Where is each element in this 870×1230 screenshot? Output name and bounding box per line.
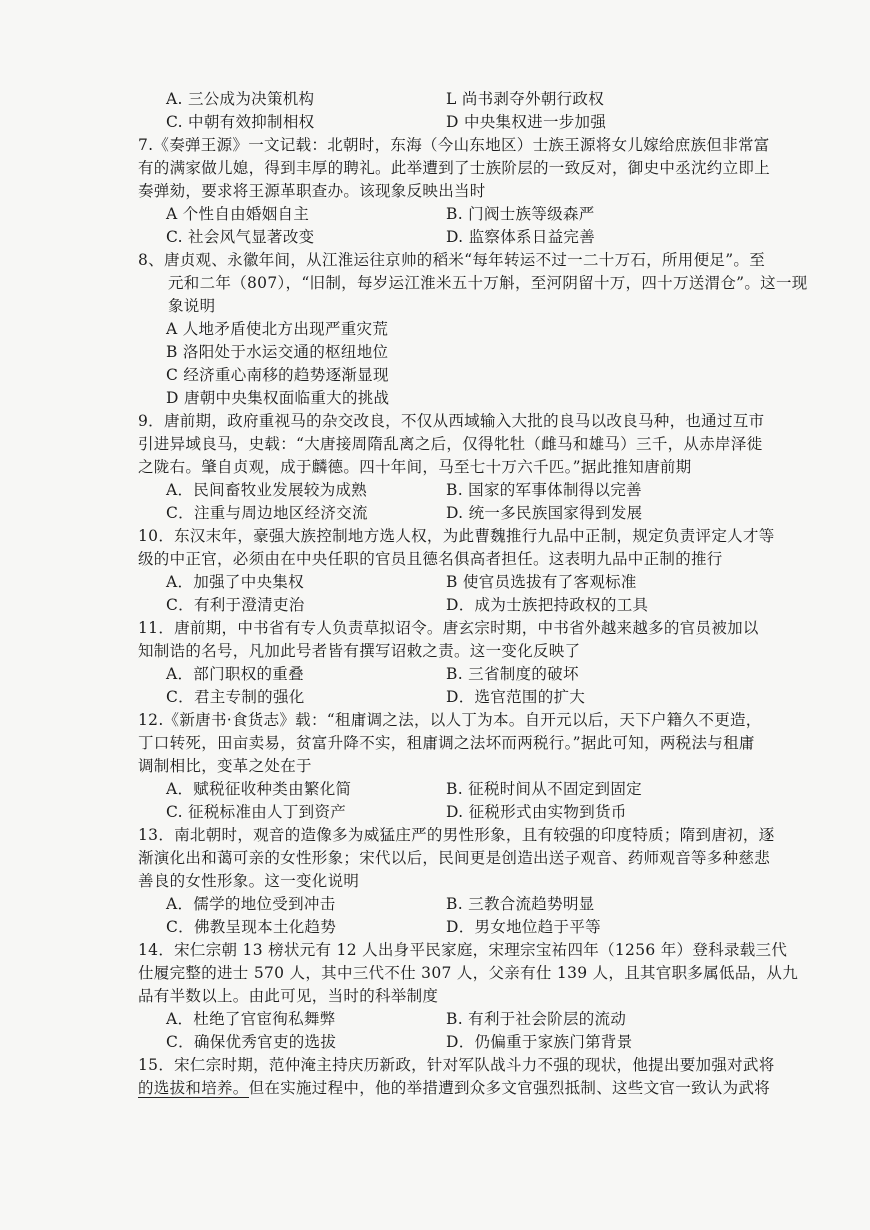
stem-line: 9．唐前期，政府重视马的杂交改良，不仅从西域输入大批的良马以改良马种，也通过互市 — [138, 412, 765, 430]
option-c[interactable]: C. 社会风气显著改变 — [166, 228, 315, 246]
stem-line-underlined — [138, 1077, 771, 1100]
option-a[interactable]: A. 三公成为决策机构 — [166, 90, 315, 108]
option-d[interactable]: D．仍偏重于家族门第背景 — [446, 1033, 633, 1051]
option-a[interactable]: A．加强了中央集权 — [166, 573, 304, 591]
option-c[interactable]: C．注重与周边地区经济交流 — [166, 504, 368, 522]
option-d[interactable]: D 唐朝中央集权面临重大的挑战 — [166, 389, 390, 407]
question-stem — [138, 824, 775, 893]
question-stem — [138, 525, 775, 571]
option-a[interactable]: A．赋税征收种类由繁化简 — [166, 780, 352, 798]
underlined-phrase: 的选拔和培养。 — [138, 1079, 249, 1097]
stem-line: 15．宋仁宗时期，范仲淹主持庆历新政，针对军队战斗力不强的现状，他提出要加强对武将 — [138, 1056, 775, 1074]
option-a[interactable]: A．民间畜牧业发展较为成熟 — [166, 481, 368, 499]
stem-line: 7.《奏弹王源》一文记载：北朝时，东海（今山东地区）士族王源将女儿嫁给庶族但非常富 — [138, 136, 770, 154]
question-stem — [138, 410, 765, 479]
stem-line: 象说明 — [168, 297, 216, 315]
option-d[interactable]: D．选官范围的扩大 — [446, 688, 586, 706]
option-a[interactable]: A．杜绝了官宦徇私舞弊 — [166, 1010, 336, 1028]
stem-line: 有的满家做儿媳，得到丰厚的聘礼。此举遭到了士族阶层的一致反对，御史中丞沈约立即上 — [138, 159, 771, 177]
option-c[interactable]: C．君主专制的强化 — [166, 688, 305, 706]
stem-line: 引进异域良马，史载：“大唐接周隋乱离之后，仅得牝牡（雌马和雄马）三千，从赤岸泽徙 — [138, 435, 763, 453]
question-stem — [138, 1054, 775, 1100]
question-11 — [138, 617, 759, 709]
stem-line: 12.《新唐书·食货志》载：“租庸调之法，以人丁为本。自开元以后，天下户籍久不更造， — [138, 711, 762, 729]
stem-line: 善良的女性形象。这一变化说明 — [138, 872, 360, 890]
question-stem — [138, 249, 808, 318]
stem-line: 13．南北朝时，观音的造像多为威猛庄严的男性形象，且有较强的印度特质；隋到唐初，逐 — [138, 826, 775, 844]
stem-line: 级的中正官，必须由在中央任职的官员且德名俱高者担任。这表明九品中正制的推行 — [138, 550, 723, 568]
option-d[interactable]: D. 征税形式由实物到货币 — [446, 803, 627, 821]
stem-line: 仕履完整的进士 570 人，其中三代不仕 307 人，父亲有仕 139 人，且其官职多属低品，从九 — [138, 964, 799, 982]
option-b[interactable]: B. 三教合流趋势明显 — [446, 895, 595, 913]
option-a[interactable]: A 人地矛盾使北方出现严重灾荒 — [166, 320, 389, 338]
stem-line: 8、唐贞观、永徽年间，从江淮运往京帅的稻米“每年转运不过一二十万石，所用便足”。至 — [138, 251, 766, 269]
option-b[interactable]: B 洛阳处于水运交通的枢纽地位 — [166, 343, 389, 361]
stem-line: 品有半数以上。由此可见，当时的科举制度 — [138, 987, 439, 1005]
option-d[interactable]: D．成为士族把持政权的工具 — [446, 596, 649, 614]
stem-line: 10．东汉末年，豪强大族控制地方选人权，为此曹魏推行九品中正制，规定负责评定人才等 — [138, 527, 775, 545]
question-7 — [138, 134, 771, 249]
question-8 — [138, 249, 808, 410]
question-stem — [138, 709, 762, 778]
option-b[interactable]: B. 有利于社会阶层的流动 — [446, 1010, 627, 1028]
option-b[interactable]: B 使官员选拔有了客观标准 — [446, 573, 637, 591]
stem-line: 知制诰的名号，凡加此号者皆有撰写诏敕之责。这一变化反映了 — [138, 642, 581, 660]
stem-line: 渐演化出和蔼可亲的女性形象；宋代以后，民间更是创造出送子观音、药师观音等多种慈悲 — [138, 849, 771, 867]
question-stem — [138, 939, 799, 1008]
stem-line: 丁口转死，田亩卖易，贫富升降不实，租庸调之法坏而两税行。”据此可知，两税法与租庸 — [138, 734, 755, 752]
option-c[interactable]: C. 中朝有效抑制相权 — [166, 113, 315, 131]
stem-line: 调制相比，变革之处在于 — [138, 757, 312, 775]
option-b[interactable]: B. 三省制度的破坏 — [446, 665, 579, 683]
option-d[interactable]: D 中央集权进一步加强 — [446, 113, 607, 131]
stem-line: 14．宋仁宗朝 13 榜状元有 12 人出身平民家庭，宋理宗宝祐四年（1256 年）登科录载三代 — [138, 941, 788, 959]
option-d[interactable]: D. 监察体系日益完善 — [446, 228, 596, 246]
option-b[interactable]: L 尚书剥夺外朝行政权 — [446, 90, 605, 108]
question-9 — [138, 410, 765, 525]
option-c[interactable]: C 经济重心南移的趋势逐渐显现 — [166, 366, 389, 384]
option-d[interactable]: D．男女地位趋于平等 — [446, 918, 601, 936]
question-10 — [138, 525, 775, 617]
question-14 — [138, 939, 799, 1054]
option-c[interactable]: C．佛教呈现本土化趋势 — [166, 918, 337, 936]
stem-text: 但在实施过程中，他的举措遭到众多文官强烈抵制、这些文官一致认为武将 — [248, 1079, 771, 1097]
option-a[interactable]: A．儒学的地位受到冲击 — [166, 895, 336, 913]
option-b[interactable]: B. 门阀士族等级森严 — [446, 205, 595, 223]
option-c[interactable]: C．有利于澄清吏治 — [166, 596, 305, 614]
option-d[interactable]: D. 统一多民族国家得到发展 — [446, 504, 643, 522]
question-12 — [138, 709, 762, 824]
option-a[interactable]: A．部门职权的重叠 — [166, 665, 304, 683]
option-c[interactable]: C. 征税标准由人丁到资产 — [166, 803, 347, 821]
question-stem — [138, 617, 759, 663]
question-stem — [138, 134, 771, 203]
stem-line: 奏弹劾，要求将王源革职查办。该现象反映出当时 — [138, 182, 486, 200]
option-b[interactable]: B. 国家的军事体制得以完善 — [446, 481, 642, 499]
option-c[interactable]: C．确保优秀官吏的选拔 — [166, 1033, 337, 1051]
stem-line: 元和二年（807），“旧制，每岁运江淮米五十万斛，至河阴留十万，四十万送渭仓”。这一现 — [168, 274, 808, 292]
stem-line: 11．唐前期，中书省有专人负责草拟诏令。唐玄宗时期，中书省外越来越多的官员被加以 — [138, 619, 759, 637]
option-a[interactable]: A 个性自由婚姻自主 — [166, 205, 310, 223]
question-13 — [138, 824, 775, 939]
stem-line: 之陇右。肇自贞观，成于麟德。四十年间，马至七十万六千匹。”据此推知唐前期 — [138, 458, 692, 476]
question-15 — [138, 1054, 775, 1100]
option-b[interactable]: B. 征税时间从不固定到固定 — [446, 780, 642, 798]
question-6-options — [138, 88, 738, 134]
